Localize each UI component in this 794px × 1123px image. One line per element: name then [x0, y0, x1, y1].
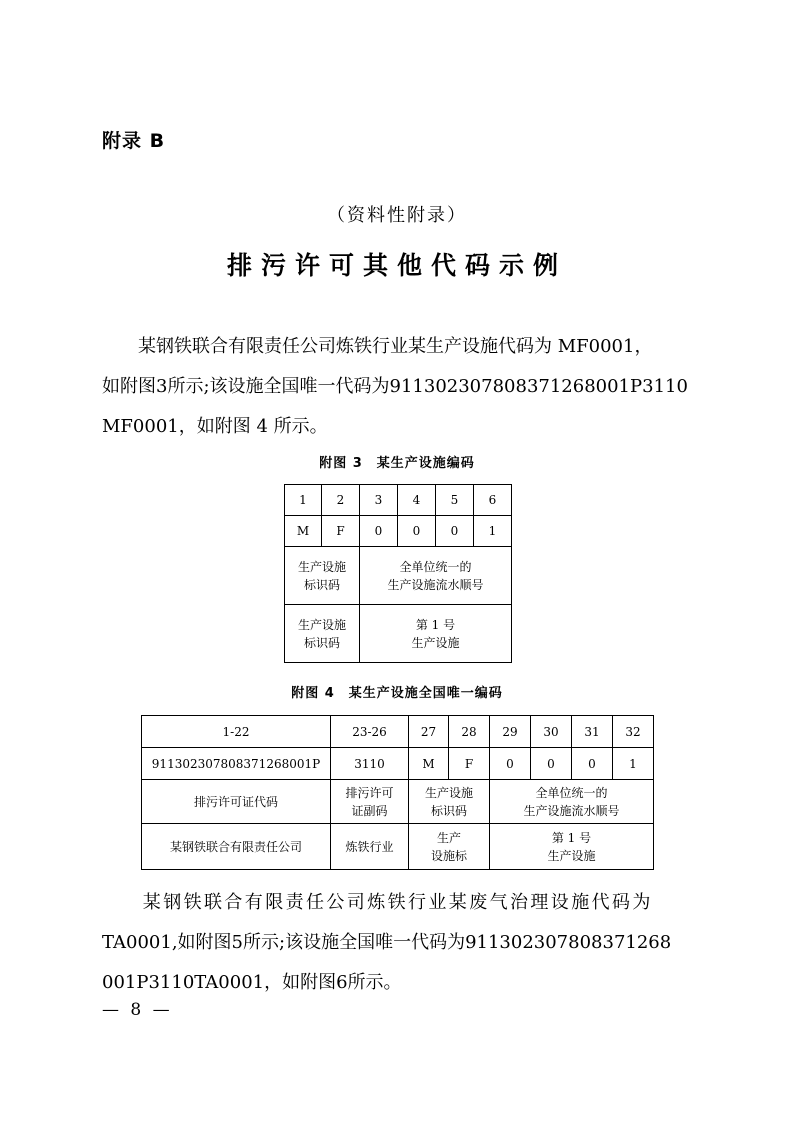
- table-cell: 0: [436, 516, 474, 547]
- table-cell: F: [449, 748, 490, 780]
- table-cell: 排污许可证代码: [142, 780, 331, 824]
- table-cell: F: [322, 516, 360, 547]
- page-number: — 8 —: [102, 1000, 173, 1020]
- table-cell: 31: [572, 716, 613, 748]
- table-cell: 1: [285, 485, 322, 516]
- paragraph-1-line: 某钢铁联合有限责任公司炼铁行业某生产设施代码为 MF0001，: [102, 336, 653, 357]
- table-cell: 2: [322, 485, 360, 516]
- figure-3-table: [284, 484, 512, 663]
- table-cell: 5: [436, 485, 474, 516]
- table-cell: M: [409, 748, 449, 780]
- paragraph-1: [102, 327, 694, 447]
- table-row: [285, 516, 512, 547]
- table-cell: 生产 设施标: [409, 824, 490, 870]
- table-cell: 炼铁行业: [331, 824, 409, 870]
- table-cell: 生产设施 标识码: [285, 605, 360, 663]
- table-cell: 29: [490, 716, 531, 748]
- table-cell: 0: [360, 516, 398, 547]
- table-cell: 排污许可 证副码: [331, 780, 409, 824]
- table-cell: 3110: [331, 748, 409, 780]
- table-row: [285, 605, 512, 663]
- figure-4-caption: 附图 4 某生产设施全国唯一编码: [291, 686, 503, 701]
- table-cell: 30: [531, 716, 572, 748]
- table-row: [285, 485, 512, 516]
- appendix-label: 附录 B: [102, 130, 166, 152]
- table-cell: 0: [398, 516, 436, 547]
- table-cell: 6: [474, 485, 512, 516]
- table-row: [142, 748, 654, 780]
- table-cell: 生产设施 标识码: [285, 547, 360, 605]
- table-cell: 全单位统一的 生产设施流水顺号: [490, 780, 654, 824]
- table-row: [142, 780, 654, 824]
- table-cell: 某钢铁联合有限责任公司: [142, 824, 331, 870]
- paragraph-2-line: TA0001,如附图5所示;该设施全国唯一代码为911302307808371268: [102, 932, 672, 953]
- table-cell: 4: [398, 485, 436, 516]
- table-cell: 27: [409, 716, 449, 748]
- table-cell: 32: [613, 716, 654, 748]
- table-cell: 1-22: [142, 716, 331, 748]
- table-cell: 1: [474, 516, 512, 547]
- table-cell: 1: [613, 748, 654, 780]
- table-row: [142, 716, 654, 748]
- table-cell: 28: [449, 716, 490, 748]
- table-cell: 第 1 号 生产设施: [360, 605, 512, 663]
- paragraph-1-line: 如附图3所示;该设施全国唯一代码为9113023078083712680​01P3110: [102, 376, 688, 397]
- table-cell: 第 1 号 生产设施: [490, 824, 654, 870]
- table-row: [285, 547, 512, 605]
- page-title: 排污许可其他代码示例: [226, 251, 567, 280]
- table-cell: 3: [360, 485, 398, 516]
- figure-3-caption: 附图 3 某生产设施编码: [319, 456, 475, 471]
- table-cell: 全单位统一的 生产设施流水顺号: [360, 547, 512, 605]
- figure-4-table: [141, 715, 654, 870]
- paragraph-2: [102, 883, 694, 1003]
- table-cell: 0: [490, 748, 531, 780]
- table-cell: 23-26: [331, 716, 409, 748]
- table-cell: 911302307808371268001P: [142, 748, 331, 780]
- appendix-type: （资料性附录）: [327, 205, 467, 226]
- paragraph-2-line: 某钢铁联合有限责任公司炼铁行业某废气治理设施代码为: [102, 892, 653, 913]
- table-row: [142, 824, 654, 870]
- paragraph-1-line: MF0001，如附图 4 所示。: [102, 416, 328, 437]
- table-cell: M: [285, 516, 322, 547]
- table-cell: 0: [572, 748, 613, 780]
- paragraph-2-line: 001P3110TA0001，如附图6所示。: [102, 972, 402, 993]
- table-cell: 生产设施 标识码: [409, 780, 490, 824]
- table-cell: 0: [531, 748, 572, 780]
